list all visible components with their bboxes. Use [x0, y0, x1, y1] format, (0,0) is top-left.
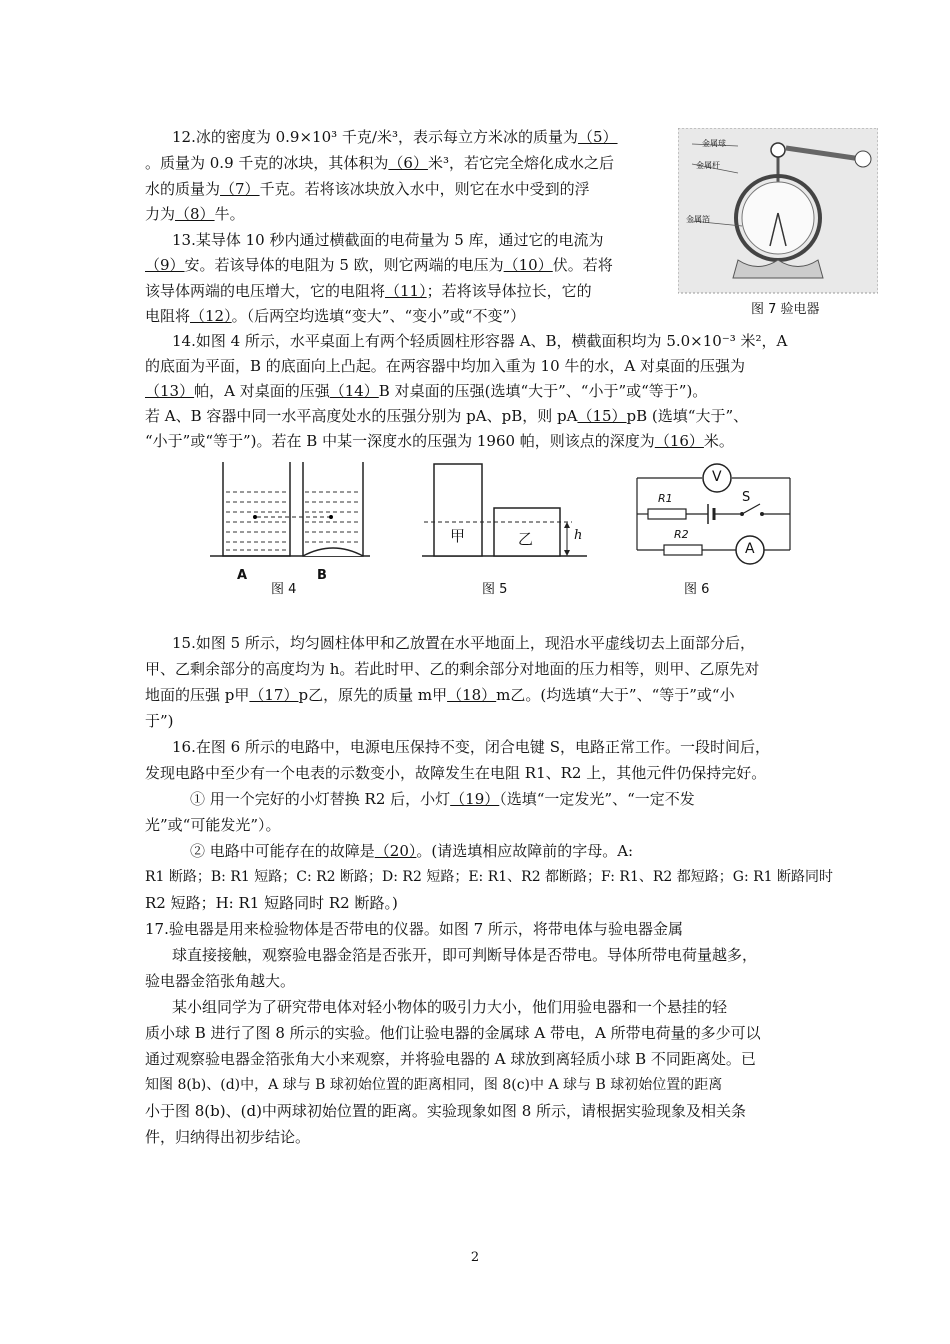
blank-13: （13） [145, 382, 195, 400]
q12-line-1: 12.冰的密度为 0.9×10³ 千克/米³，表示每立方米冰的质量为（5） [172, 128, 618, 146]
q13-line-3: 该导体两端的电压增大，它的电阻将（11）；若将该导体拉长，它的 [145, 282, 592, 300]
q12-line-3: 水的质量为（7）千克。若将该冰块放入水中，则它在水中受到的浮 [145, 180, 590, 198]
label-switch: S [742, 490, 751, 505]
blank-17: （17） [249, 686, 299, 704]
figure-4-containers [205, 460, 375, 600]
q17-line-3: 验电器金箔张角越大。 [145, 972, 296, 990]
q14-line-3: （13）帕，A 对桌面的压强（14）B 对桌面的压强(选填“大于”、“小于”或“等于”)。 [145, 382, 708, 400]
blank-10: （10） [503, 256, 553, 274]
q14-line-1: 14.如图 4 所示，水平桌面上有两个轻质圆柱形容器 A、B，横截面积均为 5.0×10⁻³ 米²，A [172, 332, 788, 350]
q13-line-2: （9）安。若该导体的电阻为 5 欧，则它两端的电压为（10）伏。若将 [145, 256, 613, 274]
label-a: A [237, 568, 248, 583]
blank-19: （19） [450, 790, 500, 808]
figure-6-circuit [632, 460, 802, 600]
q17-line-7: 知图 8(b)、(d)中，A 球与 B 球初始位置的距离相同，图 8(c)中 A 球与 B 球初始位置的距离 [145, 1077, 723, 1093]
blank-5: （5） [577, 128, 618, 146]
q12-line-2: 。质量为 0.9 千克的冰块，其体积为（6）米³，若它完全熔化成水之后 [145, 154, 614, 172]
q16-line-7: R2 短路；H: R1 短路同时 R2 断路。) [145, 894, 398, 912]
q15-line-1: 15.如图 5 所示，均匀圆柱体甲和乙放置在水平地面上，现沿水平虚线切去上面部分后， [172, 634, 755, 652]
blank-11: （11） [385, 282, 427, 300]
label-r1: R1 [658, 492, 673, 505]
q16-line-4: 光”或“可能发光”）。 [145, 816, 281, 834]
figure-5-caption: 图 5 [482, 582, 508, 597]
label-b: B [317, 568, 327, 583]
q15-line-3: 地面的压强 p甲（17）p乙，原先的质量 m甲（18）m乙。(均选填“大于”、“等于”或“小 [145, 686, 735, 704]
blank-6: （6） [388, 154, 428, 172]
q13-line-4: 电阻将（12）。（后两空均选填“变大”、“变小”或“不变”） [145, 307, 526, 325]
q17-line-6: 通过观察验电器金箔张角大小来观察，并将验电器的 A 球放到离轻质小球 B 不同距离处。已 [145, 1050, 756, 1068]
q16-line-6: R1 断路；B: R1 短路；C: R2 断路；D: R2 短路；E: R1、R2 都断路；F: R1、R2 都短路；G: R1 断路同时 [145, 869, 834, 885]
blank-15: （15） [577, 407, 627, 425]
label-jia: 甲 [450, 527, 466, 545]
blank-7: （7） [220, 180, 260, 198]
q15-line-2: 甲、乙剩余部分的高度均为 h。若此时甲、乙的剩余部分对地面的压力相等，则甲、乙原先对 [145, 660, 760, 678]
q14-line-5: “小于”或“等于”)。若在 B 中某一深度水的压强为 1960 帕，则该点的深度为（16）米。 [145, 432, 734, 450]
blank-8: （8） [175, 205, 215, 223]
q16-line-5: ② 电路中可能存在的故障是（20）。(请选填相应故障前的字母。A: [190, 842, 634, 860]
label-voltmeter: V [712, 469, 722, 485]
figure-7-electroscope [678, 128, 878, 318]
blank-14: （14） [329, 382, 379, 400]
blank-16: （16） [654, 432, 704, 450]
label-ammeter: A [745, 541, 755, 557]
q16-line-2: 发现电路中至少有一个电表的示数变小，故障发生在电阻 R1、R2 上，其他元件仍保持完好。 [145, 764, 767, 782]
q15-line-4: 于”) [145, 712, 174, 730]
label-metal-ball: 金属球 [702, 139, 726, 148]
q14-line-2: 的底面为平面，B 的底面向上凸起。在两容器中均加入重为 10 牛的水，A 对桌面的压强为 [145, 357, 746, 375]
q13-line-1: 13.某导体 10 秒内通过横截面的电荷量为 5 库，通过它的电流为 [172, 231, 604, 249]
figure-4-caption: 图 4 [271, 582, 297, 597]
blank-18: （18） [447, 686, 497, 704]
page-number: 2 [470, 1250, 480, 1265]
q16-line-1: 16.在图 6 所示的电路中，电源电压保持不变，闭合电键 S，电路正常工作。一段时间后， [172, 738, 770, 756]
figure-7-caption: 图 7 验电器 [751, 302, 820, 317]
blank-12: （12） [190, 307, 232, 325]
figure-6-caption: 图 6 [684, 582, 710, 597]
q17-line-5: 质小球 B 进行了图 8 所示的实验。他们让验电器的金属球 A 带电，A 所带电荷量的多少可以 [145, 1024, 761, 1042]
label-h: h [574, 528, 583, 543]
figure-5-cylinders [422, 460, 592, 600]
label-yi: 乙 [518, 530, 534, 548]
label-r2: R2 [674, 528, 689, 541]
label-metal-rod: 金属杆 [696, 161, 720, 170]
q17-line-1: 17.验电器是用来检验物体是否带电的仪器。如图 7 所示，将带电体与验电器金属 [145, 920, 683, 938]
q17-line-8: 小于图 8(b)、(d)中两球初始位置的距离。实验现象如图 8 所示，请根据实验现象及相关条 [145, 1102, 747, 1120]
q17-line-9: 件，归纳得出初步结论。 [145, 1128, 311, 1146]
q12-line-4: 力为（8）牛。 [145, 205, 245, 223]
blank-20: （20） [374, 842, 417, 860]
q17-line-4: 某小组同学为了研究带电体对轻小物体的吸引力大小，他们用验电器和一个悬挂的轻 [172, 998, 728, 1016]
blank-9: （9） [145, 256, 185, 274]
q16-line-3: ① 用一个完好的小灯替换 R2 后，小灯（19）（选填“一定发光”、“一定不发 [190, 790, 695, 808]
label-metal-foil: 金属箔 [686, 215, 710, 224]
q17-line-2: 球直接接触，观察验电器金箔是否张开，即可判断导体是否带电。导体所带电荷量越多， [172, 946, 758, 964]
q14-line-4: 若 A、B 容器中同一水平高度处水的压强分别为 pA、pB，则 pA（15）pB (选填“大于”、 [145, 407, 749, 425]
